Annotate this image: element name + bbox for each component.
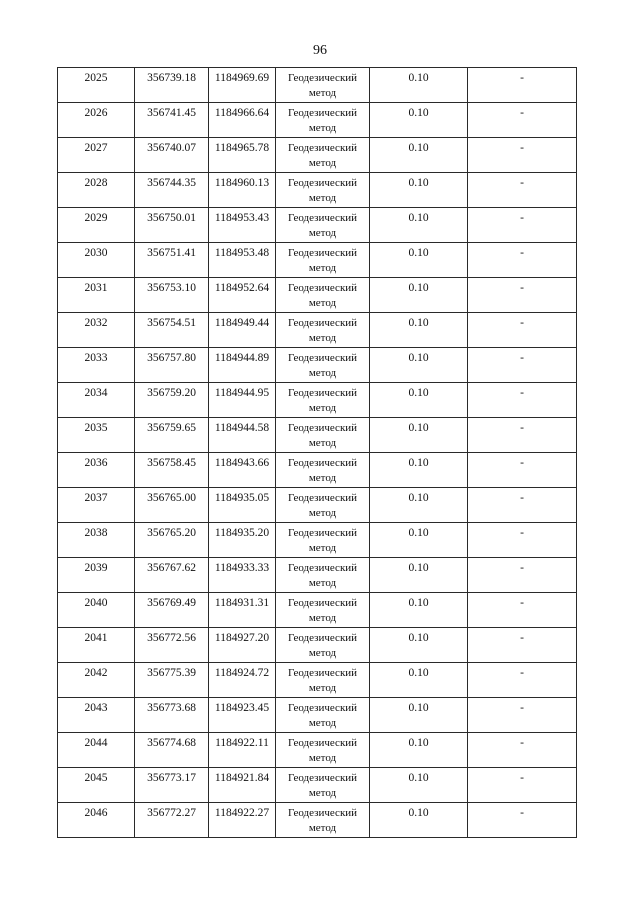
x-coordinate-cell: 356767.62 (135, 558, 209, 593)
table-row (58, 313, 577, 348)
method-line-2: метод (308, 542, 337, 554)
method-line-2: метод (308, 87, 337, 99)
method-line-2: метод (308, 157, 337, 169)
y-coordinate-cell: 1184935.20 (209, 523, 276, 558)
accuracy-cell: 0.10 (370, 243, 468, 278)
method-cell (276, 558, 370, 593)
x-coordinate-cell: 356772.56 (135, 628, 209, 663)
x-coordinate-cell: 356758.45 (135, 453, 209, 488)
x-coordinate-cell: 356754.51 (135, 313, 209, 348)
accuracy-cell: 0.10 (370, 593, 468, 628)
x-coordinate-cell: 356757.80 (135, 348, 209, 383)
method-cell (276, 208, 370, 243)
method-line-1: Геодезический (287, 72, 358, 84)
accuracy-cell: 0.10 (370, 733, 468, 768)
method-line-2: метод (308, 612, 337, 624)
y-coordinate-cell: 1184921.84 (209, 768, 276, 803)
method-line-1: Геодезический (287, 352, 358, 364)
method-line-1: Геодезический (287, 702, 358, 714)
method-cell (276, 278, 370, 313)
table-row (58, 803, 577, 838)
x-coordinate-cell: 356759.20 (135, 383, 209, 418)
method-cell (276, 103, 370, 138)
accuracy-cell: 0.10 (370, 768, 468, 803)
method-cell (276, 138, 370, 173)
table-row (58, 698, 577, 733)
method-cell (276, 68, 370, 103)
note-cell: - (468, 243, 577, 278)
table-row (58, 278, 577, 313)
method-line-2: метод (308, 227, 337, 239)
accuracy-cell: 0.10 (370, 418, 468, 453)
method-line-2: метод (308, 507, 337, 519)
point-number-cell: 2039 (58, 558, 135, 593)
accuracy-cell: 0.10 (370, 488, 468, 523)
y-coordinate-cell: 1184922.11 (209, 733, 276, 768)
method-cell (276, 418, 370, 453)
note-cell: - (468, 313, 577, 348)
point-number-cell: 2034 (58, 383, 135, 418)
method-line-2: метод (308, 787, 337, 799)
note-cell: - (468, 173, 577, 208)
method-cell (276, 243, 370, 278)
method-cell (276, 803, 370, 838)
x-coordinate-cell: 356740.07 (135, 138, 209, 173)
note-cell: - (468, 768, 577, 803)
point-number-cell: 2028 (58, 173, 135, 208)
method-line-1: Геодезический (287, 142, 358, 154)
accuracy-cell: 0.10 (370, 698, 468, 733)
method-line-2: метод (308, 332, 337, 344)
method-line-1: Геодезический (287, 422, 358, 434)
point-number-cell: 2041 (58, 628, 135, 663)
point-number-cell: 2046 (58, 803, 135, 838)
x-coordinate-cell: 356772.27 (135, 803, 209, 838)
point-number-cell: 2044 (58, 733, 135, 768)
method-line-1: Геодезический (287, 597, 358, 609)
method-line-2: метод (308, 822, 337, 834)
point-number-cell: 2031 (58, 278, 135, 313)
x-coordinate-cell: 356773.17 (135, 768, 209, 803)
method-line-1: Геодезический (287, 772, 358, 784)
method-line-1: Геодезический (287, 737, 358, 749)
method-line-2: метод (308, 367, 337, 379)
method-line-2: метод (308, 122, 337, 134)
accuracy-cell: 0.10 (370, 663, 468, 698)
y-coordinate-cell: 1184935.05 (209, 488, 276, 523)
method-cell (276, 488, 370, 523)
table-row (58, 418, 577, 453)
accuracy-cell: 0.10 (370, 803, 468, 838)
point-number-cell: 2043 (58, 698, 135, 733)
method-line-1: Геодезический (287, 212, 358, 224)
point-number-cell: 2037 (58, 488, 135, 523)
method-line-2: метод (308, 717, 337, 729)
x-coordinate-cell: 356773.68 (135, 698, 209, 733)
accuracy-cell: 0.10 (370, 383, 468, 418)
x-coordinate-cell: 356744.35 (135, 173, 209, 208)
y-coordinate-cell: 1184969.69 (209, 68, 276, 103)
table-row (58, 628, 577, 663)
y-coordinate-cell: 1184949.44 (209, 313, 276, 348)
method-line-1: Геодезический (287, 282, 358, 294)
table-row (58, 488, 577, 523)
y-coordinate-cell: 1184923.45 (209, 698, 276, 733)
method-cell (276, 733, 370, 768)
y-coordinate-cell: 1184922.27 (209, 803, 276, 838)
accuracy-cell: 0.10 (370, 138, 468, 173)
note-cell: - (468, 733, 577, 768)
method-line-1: Геодезический (287, 387, 358, 399)
table-row (58, 103, 577, 138)
note-cell: - (468, 103, 577, 138)
accuracy-cell: 0.10 (370, 523, 468, 558)
method-line-2: метод (308, 472, 337, 484)
table-row (58, 243, 577, 278)
note-cell: - (468, 663, 577, 698)
note-cell: - (468, 418, 577, 453)
x-coordinate-cell: 356759.65 (135, 418, 209, 453)
point-number-cell: 2033 (58, 348, 135, 383)
accuracy-cell: 0.10 (370, 628, 468, 663)
x-coordinate-cell: 356739.18 (135, 68, 209, 103)
point-number-cell: 2035 (58, 418, 135, 453)
method-cell (276, 173, 370, 208)
point-number-cell: 2025 (58, 68, 135, 103)
y-coordinate-cell: 1184953.43 (209, 208, 276, 243)
method-line-1: Геодезический (287, 632, 358, 644)
method-line-1: Геодезический (287, 317, 358, 329)
method-cell (276, 313, 370, 348)
method-cell (276, 768, 370, 803)
accuracy-cell: 0.10 (370, 208, 468, 243)
point-number-cell: 2040 (58, 593, 135, 628)
note-cell: - (468, 348, 577, 383)
point-number-cell: 2045 (58, 768, 135, 803)
accuracy-cell: 0.10 (370, 558, 468, 593)
method-cell (276, 453, 370, 488)
method-line-1: Геодезический (287, 457, 358, 469)
accuracy-cell: 0.10 (370, 68, 468, 103)
x-coordinate-cell: 356769.49 (135, 593, 209, 628)
accuracy-cell: 0.10 (370, 313, 468, 348)
y-coordinate-cell: 1184953.48 (209, 243, 276, 278)
page-number: 96 (313, 43, 327, 58)
y-coordinate-cell: 1184965.78 (209, 138, 276, 173)
y-coordinate-cell: 1184943.66 (209, 453, 276, 488)
method-line-2: метод (308, 192, 337, 204)
note-cell: - (468, 68, 577, 103)
note-cell: - (468, 698, 577, 733)
table-row (58, 733, 577, 768)
method-cell (276, 348, 370, 383)
x-coordinate-cell: 356751.41 (135, 243, 209, 278)
table-row (58, 523, 577, 558)
method-cell (276, 383, 370, 418)
table-row (58, 208, 577, 243)
note-cell: - (468, 523, 577, 558)
x-coordinate-cell: 356775.39 (135, 663, 209, 698)
method-line-1: Геодезический (287, 247, 358, 259)
y-coordinate-cell: 1184944.58 (209, 418, 276, 453)
method-line-1: Геодезический (287, 562, 358, 574)
table-row (58, 383, 577, 418)
x-coordinate-cell: 356765.20 (135, 523, 209, 558)
point-number-cell: 2042 (58, 663, 135, 698)
point-number-cell: 2026 (58, 103, 135, 138)
x-coordinate-cell: 356750.01 (135, 208, 209, 243)
point-number-cell: 2032 (58, 313, 135, 348)
method-line-1: Геодезический (287, 667, 358, 679)
y-coordinate-cell: 1184960.13 (209, 173, 276, 208)
x-coordinate-cell: 356774.68 (135, 733, 209, 768)
x-coordinate-cell: 356753.10 (135, 278, 209, 313)
x-coordinate-cell: 356765.00 (135, 488, 209, 523)
method-line-1: Геодезический (287, 527, 358, 539)
accuracy-cell: 0.10 (370, 278, 468, 313)
method-line-1: Геодезический (287, 807, 358, 819)
method-line-2: метод (308, 437, 337, 449)
method-line-1: Геодезический (287, 107, 358, 119)
method-line-2: метод (308, 577, 337, 589)
note-cell: - (468, 488, 577, 523)
method-cell (276, 628, 370, 663)
table-row (58, 173, 577, 208)
method-cell (276, 698, 370, 733)
note-cell: - (468, 558, 577, 593)
method-cell (276, 593, 370, 628)
point-number-cell: 2029 (58, 208, 135, 243)
note-cell: - (468, 593, 577, 628)
coordinates-table (57, 67, 577, 838)
y-coordinate-cell: 1184927.20 (209, 628, 276, 663)
y-coordinate-cell: 1184931.31 (209, 593, 276, 628)
accuracy-cell: 0.10 (370, 348, 468, 383)
coordinates-table-body (58, 68, 577, 838)
note-cell: - (468, 628, 577, 663)
table-row (58, 593, 577, 628)
table-row (58, 768, 577, 803)
method-line-2: метод (308, 297, 337, 309)
point-number-cell: 2027 (58, 138, 135, 173)
table-row (58, 138, 577, 173)
accuracy-cell: 0.10 (370, 173, 468, 208)
y-coordinate-cell: 1184966.64 (209, 103, 276, 138)
method-line-1: Геодезический (287, 492, 358, 504)
point-number-cell: 2030 (58, 243, 135, 278)
x-coordinate-cell: 356741.45 (135, 103, 209, 138)
y-coordinate-cell: 1184952.64 (209, 278, 276, 313)
table-row (58, 348, 577, 383)
y-coordinate-cell: 1184944.89 (209, 348, 276, 383)
table-row (58, 663, 577, 698)
note-cell: - (468, 208, 577, 243)
y-coordinate-cell: 1184933.33 (209, 558, 276, 593)
method-line-2: метод (308, 682, 337, 694)
note-cell: - (468, 803, 577, 838)
accuracy-cell: 0.10 (370, 103, 468, 138)
method-cell (276, 663, 370, 698)
method-line-2: метод (308, 647, 337, 659)
table-row (58, 68, 577, 103)
table-row (58, 558, 577, 593)
accuracy-cell: 0.10 (370, 453, 468, 488)
method-cell (276, 523, 370, 558)
method-line-2: метод (308, 402, 337, 414)
note-cell: - (468, 383, 577, 418)
method-line-2: метод (308, 262, 337, 274)
table-row (58, 453, 577, 488)
y-coordinate-cell: 1184944.95 (209, 383, 276, 418)
note-cell: - (468, 138, 577, 173)
y-coordinate-cell: 1184924.72 (209, 663, 276, 698)
note-cell: - (468, 278, 577, 313)
method-line-1: Геодезический (287, 177, 358, 189)
method-line-2: метод (308, 752, 337, 764)
point-number-cell: 2038 (58, 523, 135, 558)
point-number-cell: 2036 (58, 453, 135, 488)
note-cell: - (468, 453, 577, 488)
